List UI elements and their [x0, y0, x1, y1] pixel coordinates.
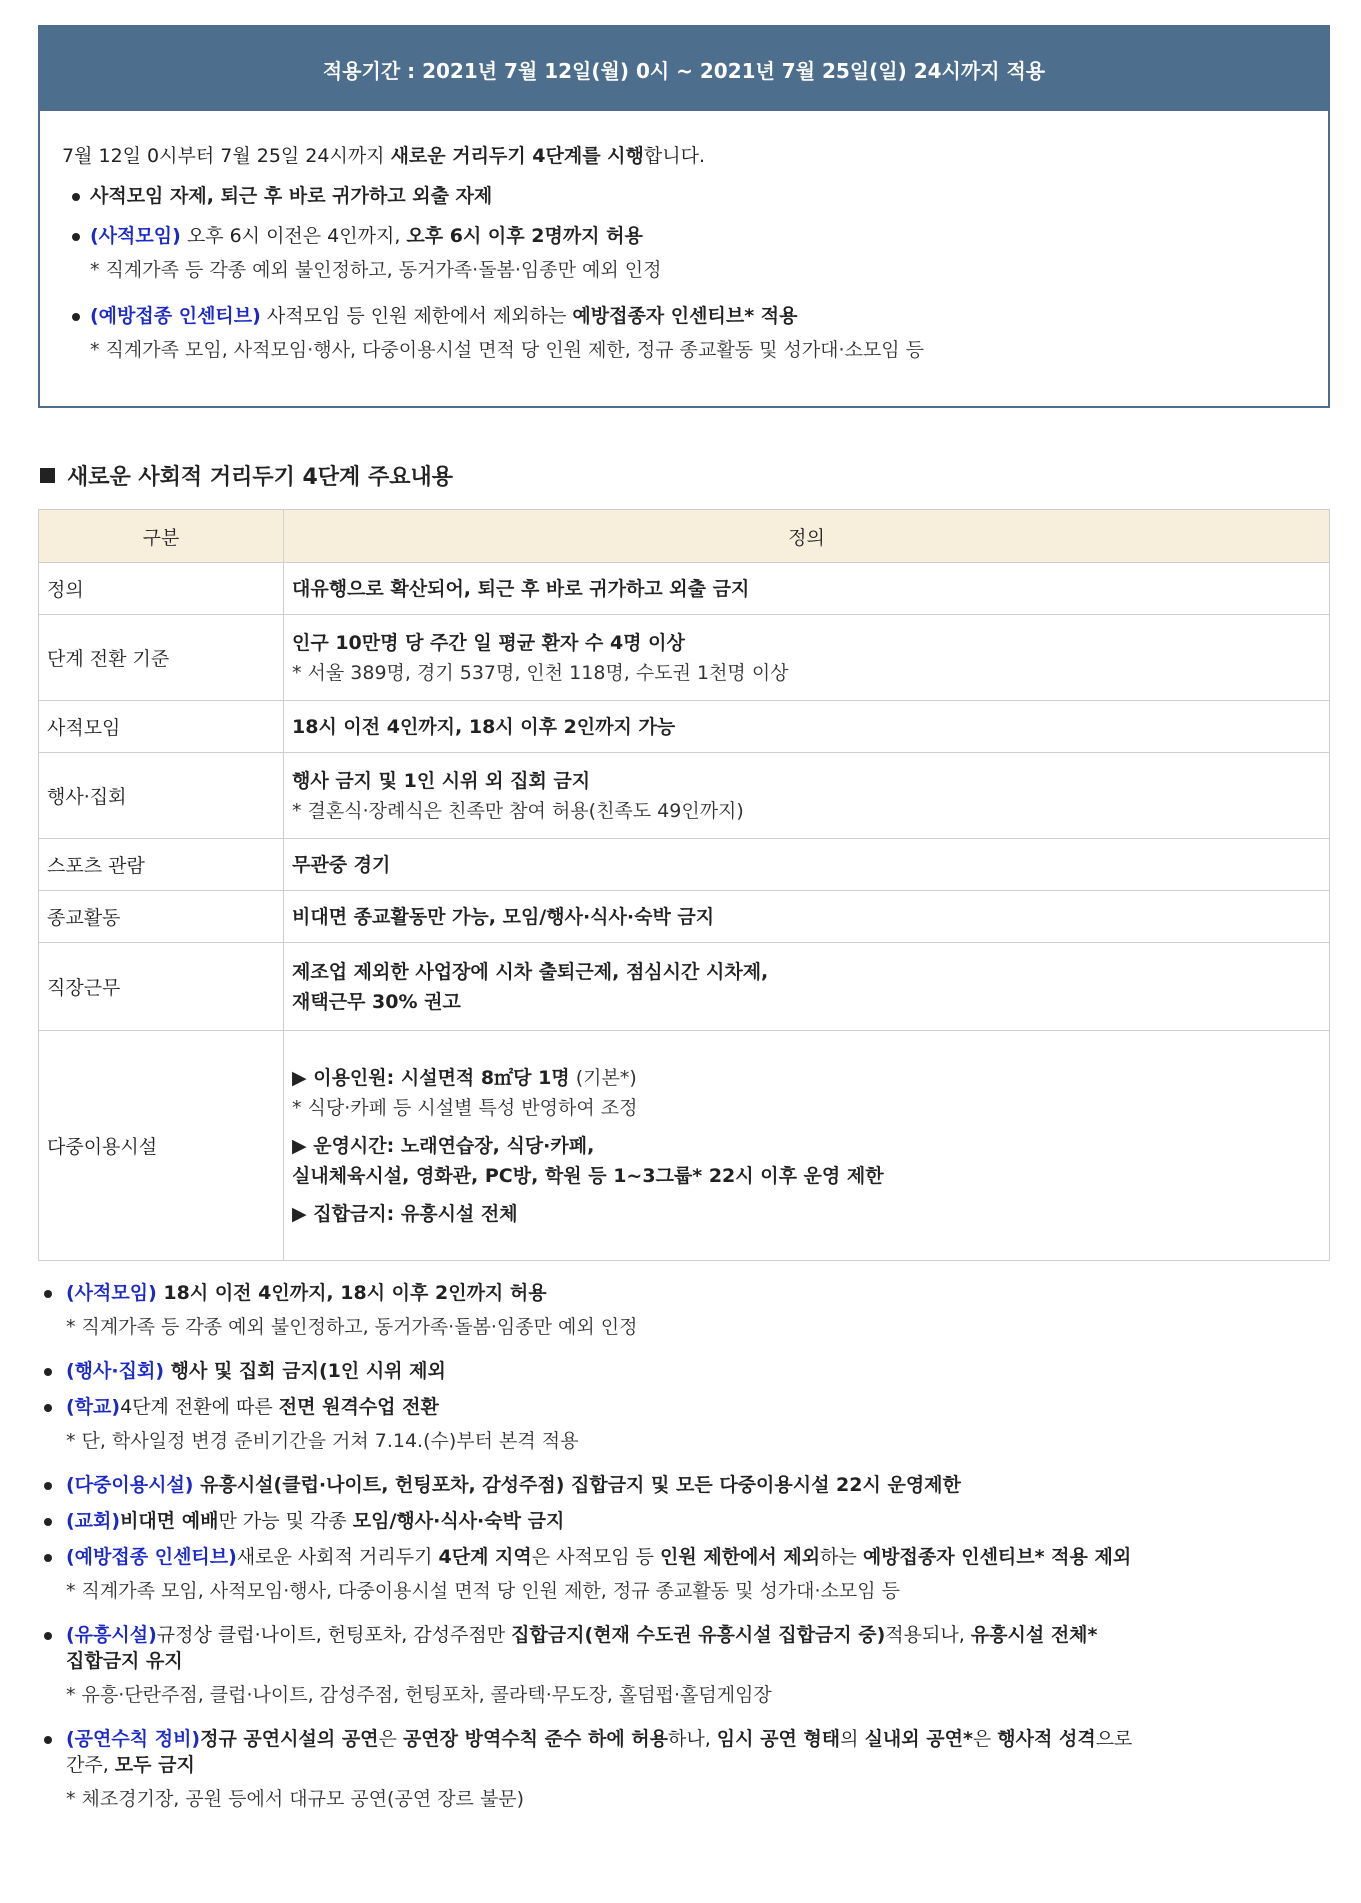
bullet-bold: 오후 6시 이후 2명까지 허용	[406, 225, 643, 247]
notice-box	[38, 25, 1330, 408]
row-value: 18시 이전 4인까지, 18시 이후 2인까지 가능	[284, 701, 1330, 753]
row-key: 행사·집회	[39, 753, 284, 839]
row-value-main: 행사 금지 및 1인 시위 외 집회 금지	[292, 769, 591, 792]
table-row	[39, 753, 1330, 839]
row-key: 사적모임	[39, 701, 284, 753]
item-bold: 모임/행사·식사·숙박 금지	[352, 1510, 565, 1532]
item-text: 간주,	[66, 1754, 115, 1776]
item-bold: 집합금지(현재 수도권 유흥시설 집합금지 중)	[511, 1624, 886, 1646]
table-row	[39, 563, 1330, 615]
table-row	[39, 615, 1330, 701]
list-item	[38, 1394, 1328, 1420]
item-text: 은	[378, 1728, 403, 1750]
notice-note-3: * 직계가족 모임, 사적모임·행사, 다중이용시설 면적 당 인원 제한, 정규 종교활동 및 성가대·소모임 등	[90, 339, 925, 361]
item-text: 의	[840, 1728, 865, 1750]
table-row	[39, 701, 1330, 753]
list-item	[38, 1508, 1328, 1534]
item-note: * 직계가족 등 각종 예외 불인정하고, 동거가족·돌봄·임종만 예외 인정	[66, 1316, 638, 1338]
row-key: 정의	[39, 563, 284, 615]
row-value	[284, 615, 1330, 701]
item-text: 18시 이전 4인까지, 18시 이후 2인까지 허용	[156, 1282, 547, 1304]
notice-note-2: * 직계가족 등 각종 예외 불인정하고, 동거가족·돌봄·임종만 예외 인정	[90, 259, 662, 281]
item-text: 새로운 사회적 거리두기	[236, 1546, 439, 1568]
row-value-main: 인구 10만명 당 주간 일 평균 환자 수 4명 이상	[292, 631, 685, 654]
row-value-line: 제조업 제외한 사업장에 시차 출퇴근제, 점심시간 시차제,	[292, 960, 769, 983]
item-tag: (학교)	[66, 1396, 121, 1418]
facility-capacity-note: (기본*)	[569, 1066, 637, 1089]
list-item	[38, 1280, 1328, 1306]
facility-capacity-text: ▶ 이용인원: 시설면적 8㎡당 1명	[292, 1066, 570, 1089]
list-item	[38, 1472, 1328, 1498]
notice-bullet-3	[62, 303, 1306, 329]
row-key: 스포츠 관람	[39, 839, 284, 891]
table-row	[39, 943, 1330, 1031]
main-table	[38, 509, 1330, 1261]
item-tag: (유흥시설)	[66, 1624, 157, 1646]
table-row	[39, 891, 1330, 943]
item-text: 으로	[1095, 1728, 1133, 1750]
list-item	[38, 1358, 1328, 1384]
notice-bullet-1	[62, 183, 1306, 209]
square-bullet-icon	[40, 468, 55, 483]
bullet-bold: 예방접종자 인센티브* 적용	[572, 305, 798, 327]
bullet-text: 사적모임 등 인원 제한에서 제외하는	[260, 305, 573, 327]
item-tag: (예방접종 인센티브)	[66, 1546, 237, 1568]
item-tag: (교회)	[66, 1510, 121, 1532]
item-text: 하나,	[668, 1728, 717, 1750]
item-text: 적용되나,	[885, 1624, 971, 1646]
bullet-tag: (사적모임)	[90, 225, 181, 247]
row-value	[284, 1031, 1330, 1261]
item-bold: 인원 제한에서 제외	[660, 1546, 821, 1568]
row-value: 무관중 경기	[284, 839, 1330, 891]
section-title	[40, 460, 453, 491]
bullet-text: 사적모임 자제, 퇴근 후 바로 귀가하고 외출 자제	[90, 185, 493, 207]
table-row	[39, 1031, 1330, 1261]
item-text: 은 사적모임 등	[531, 1546, 661, 1568]
notice-body	[40, 111, 1328, 363]
header-category: 구분	[39, 510, 284, 563]
item-note: * 체조경기장, 공원 등에서 대규모 공연(공연 장르 불문)	[66, 1788, 525, 1810]
item-tag: (다중이용시설)	[66, 1474, 194, 1496]
item-text: 4단계 전환에 따른	[120, 1396, 279, 1418]
item-bold: 예방접종자 인센티브* 적용 제외	[862, 1546, 1132, 1568]
item-bold: 비대면 예배	[120, 1510, 219, 1532]
header-definition: 정의	[284, 510, 1330, 563]
row-key: 단계 전환 기준	[39, 615, 284, 701]
item-bold: 모두 금지	[114, 1754, 195, 1776]
table-header-row	[39, 510, 1330, 563]
facility-ban: ▶ 집합금지: 유흥시설 전체	[292, 1202, 518, 1225]
row-value-note: * 서울 389명, 경기 537명, 인천 118명, 수도권 1천명 이상	[292, 661, 789, 684]
bullet-text: 오후 6시 이전은 4인까지,	[180, 225, 407, 247]
facility-capacity	[292, 1063, 1321, 1093]
table-row	[39, 839, 1330, 891]
item-bold: 4단계 지역	[438, 1546, 532, 1568]
row-value	[284, 753, 1330, 839]
item-note: * 단, 학사일정 변경 준비기간을 거쳐 7.14.(수)부터 본격 적용	[66, 1430, 579, 1452]
section-title-text: 새로운 사회적 거리두기 4단계 주요내용	[67, 465, 453, 490]
item-text: 유흥시설(클럽·나이트, 헌팅포차, 감성주점) 집합금지 및 모든 다중이용시설 22시 운영제한	[193, 1474, 961, 1496]
intro-text: 7월 12일 0시부터 7월 25일 24시까지	[62, 145, 391, 167]
list-item	[38, 1726, 1328, 1778]
item-bold: 유흥시설 전체*	[970, 1624, 1098, 1646]
notice-bullet-2	[62, 223, 1306, 249]
list-item	[38, 1544, 1328, 1570]
row-value	[284, 943, 1330, 1031]
item-tag: (공연수칙 정비)	[66, 1728, 201, 1750]
notice-header: 적용기간 : 2021년 7월 12일(월) 0시 ~ 2021년 7월 25일(일) 24시까지 적용	[40, 27, 1328, 111]
item-text: 하는	[820, 1546, 863, 1568]
intro-bold: 새로운 거리두기 4단계를 시행	[390, 145, 644, 167]
row-key: 직장근무	[39, 943, 284, 1031]
item-tag: (행사·집회)	[66, 1360, 165, 1382]
item-bold: 행사적 성격	[997, 1728, 1096, 1750]
row-value-line: 재택근무 30% 권고	[292, 990, 461, 1013]
item-text: 행사 및 집회 금지(1인 시위 제외	[164, 1360, 446, 1382]
bullet-tag: (예방접종 인센티브)	[90, 305, 261, 327]
row-value-note: * 결혼식·장례식은 친족만 참여 허용(친족도 49인까지)	[292, 799, 744, 822]
item-note: * 유흥·단란주점, 클럽·나이트, 감성주점, 헌팅포차, 콜라텍·무도장, 홀덤펍·홀덤게임장	[66, 1684, 772, 1706]
item-note: * 직계가족 모임, 사적모임·행사, 다중이용시설 면적 당 인원 제한, 정규 종교활동 및 성가대·소모임 등	[66, 1580, 901, 1602]
row-key: 종교활동	[39, 891, 284, 943]
notice-intro	[62, 143, 1306, 169]
lower-list	[38, 1280, 1328, 1830]
item-text: 은	[972, 1728, 998, 1750]
facility-hours-cont: 실내체육시설, 영화관, PC방, 학원 등 1~3그룹* 22시 이후 운영 제한	[292, 1164, 884, 1187]
facility-capacity-sub: * 식당·카페 등 시설별 특성 반영하여 조정	[292, 1096, 638, 1119]
item-text: 만 가능 및 각종	[218, 1510, 353, 1532]
item-text: 규정상 클럽·나이트, 헌팅포차, 감성주점만	[156, 1624, 512, 1646]
item-tag: (사적모임)	[66, 1282, 157, 1304]
list-item	[38, 1622, 1328, 1674]
row-key: 다중이용시설	[39, 1031, 284, 1261]
item-bold: 공연장 방역수칙 준수 하에 허용	[402, 1728, 668, 1750]
row-value: 대유행으로 확산되어, 퇴근 후 바로 귀가하고 외출 금지	[284, 563, 1330, 615]
row-value: 비대면 종교활동만 가능, 모임/행사·식사·숙박 금지	[284, 891, 1330, 943]
intro-tail: 합니다.	[643, 145, 706, 167]
item-bold: 정규 공연시설의 공연	[200, 1728, 379, 1750]
item-bold: 집합금지 유지	[66, 1650, 183, 1672]
item-bold: 임시 공연 형태	[716, 1728, 841, 1750]
item-bold: 전면 원격수업 전환	[278, 1396, 439, 1418]
item-bold: 실내외 공연*	[864, 1728, 973, 1750]
facility-hours: ▶ 운영시간: 노래연습장, 식당·카페,	[292, 1134, 595, 1157]
